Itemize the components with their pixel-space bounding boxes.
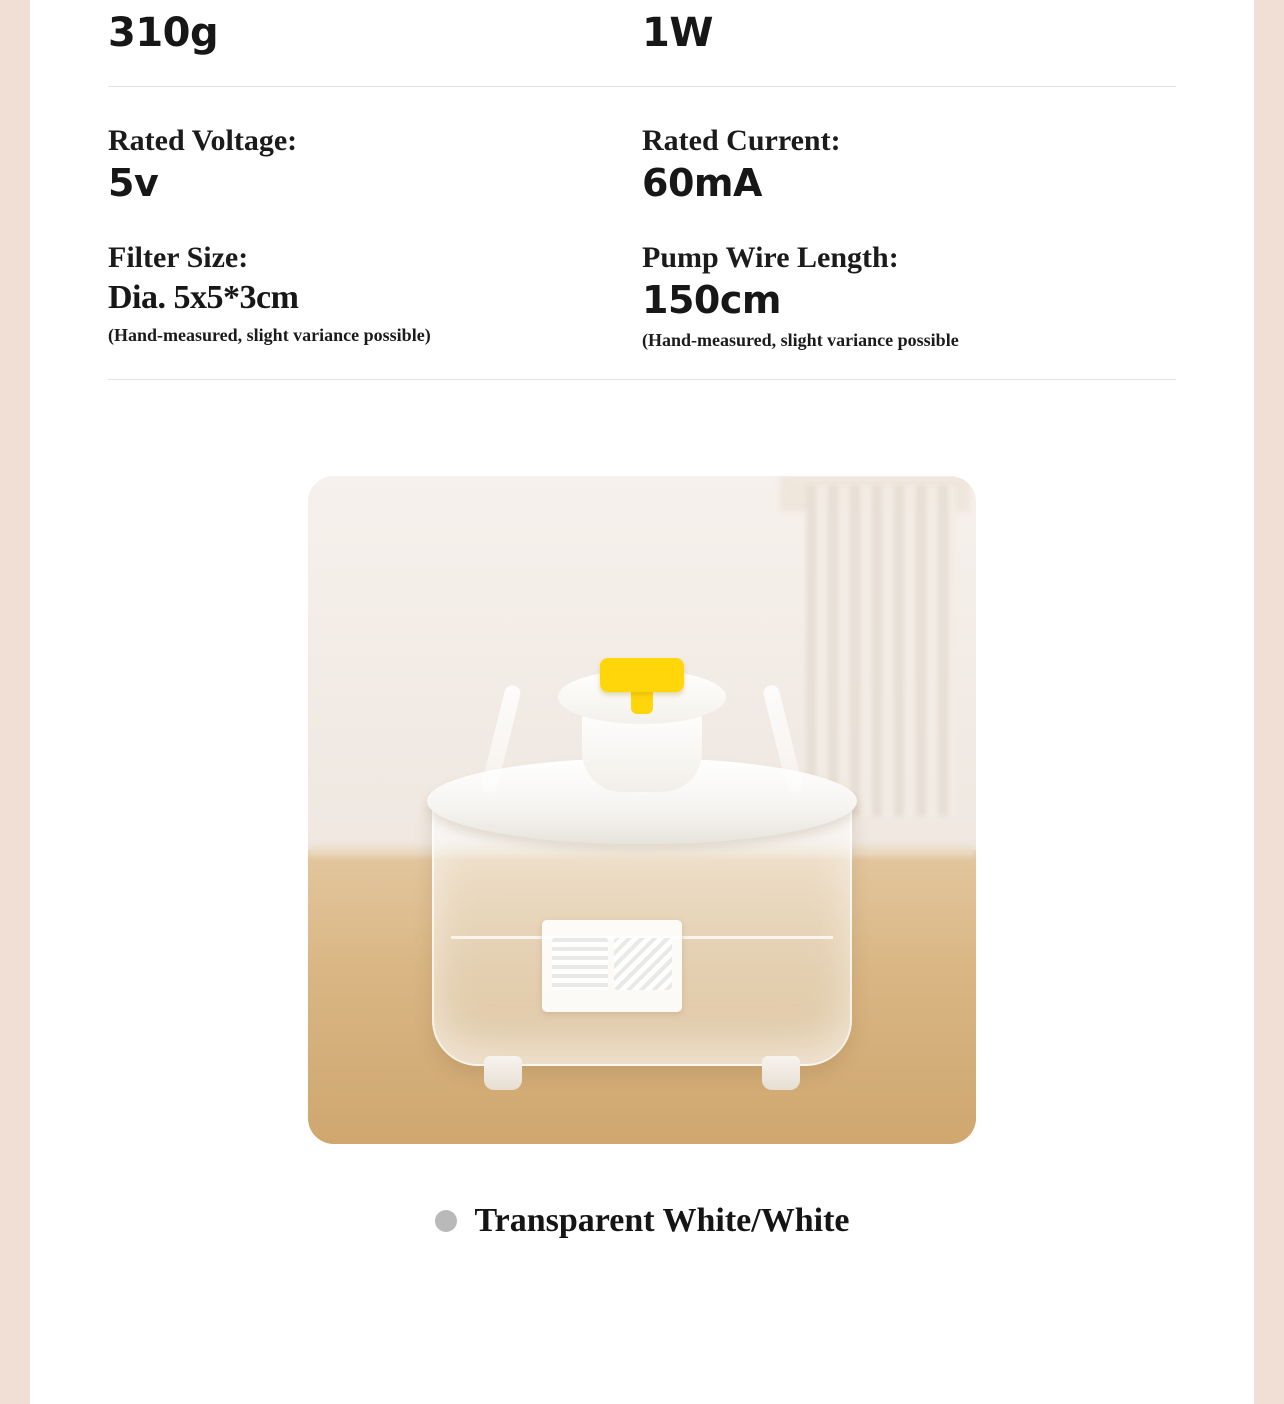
spec-row	[108, 0, 1176, 58]
spec-label: Filter Size:	[108, 240, 249, 274]
spec-cell-rated-voltage	[108, 121, 642, 208]
spec-value: 1W	[642, 10, 713, 56]
filter-grill-right	[614, 938, 672, 990]
filter-grill-left	[552, 938, 608, 990]
spec-row	[108, 238, 1176, 352]
filter-module	[542, 920, 682, 1012]
spec-label: Rated Current:	[642, 124, 841, 157]
product-detail-page	[30, 0, 1254, 1404]
spec-note: (Hand-measured, slight variance possible	[642, 330, 959, 350]
spec-label: Rated Voltage:	[108, 124, 298, 157]
color-swatch-icon	[435, 1210, 457, 1232]
specifications-table	[30, 0, 1254, 380]
product-photo	[308, 476, 976, 1144]
spec-value: 310g	[108, 10, 219, 56]
color-caption-label: Transparent White/White	[474, 1202, 850, 1239]
fountain-foot-right	[762, 1056, 800, 1090]
spec-cell-weight	[108, 8, 642, 58]
spec-label: Pump Wire Length:	[642, 240, 899, 274]
spec-value: 5v	[108, 161, 159, 205]
spec-note: (Hand-measured, slight variance possible)	[108, 325, 431, 345]
color-caption	[30, 1202, 1254, 1240]
spec-cell-pump-wire-length	[642, 238, 1176, 352]
spec-cell-power	[642, 8, 1176, 58]
spec-cell-rated-current	[642, 121, 1176, 208]
spec-value: 60mA	[642, 161, 762, 205]
background-radiator	[806, 486, 956, 816]
product-image-section	[30, 476, 1254, 1144]
yellow-flower-icon	[600, 658, 684, 692]
divider	[108, 379, 1176, 380]
spec-row	[108, 121, 1176, 208]
spec-value: 150cm	[642, 277, 781, 322]
spec-cell-filter-size	[108, 238, 642, 352]
spec-value: Dia. 5x5*3cm	[108, 278, 299, 316]
fountain-foot-left	[484, 1056, 522, 1090]
